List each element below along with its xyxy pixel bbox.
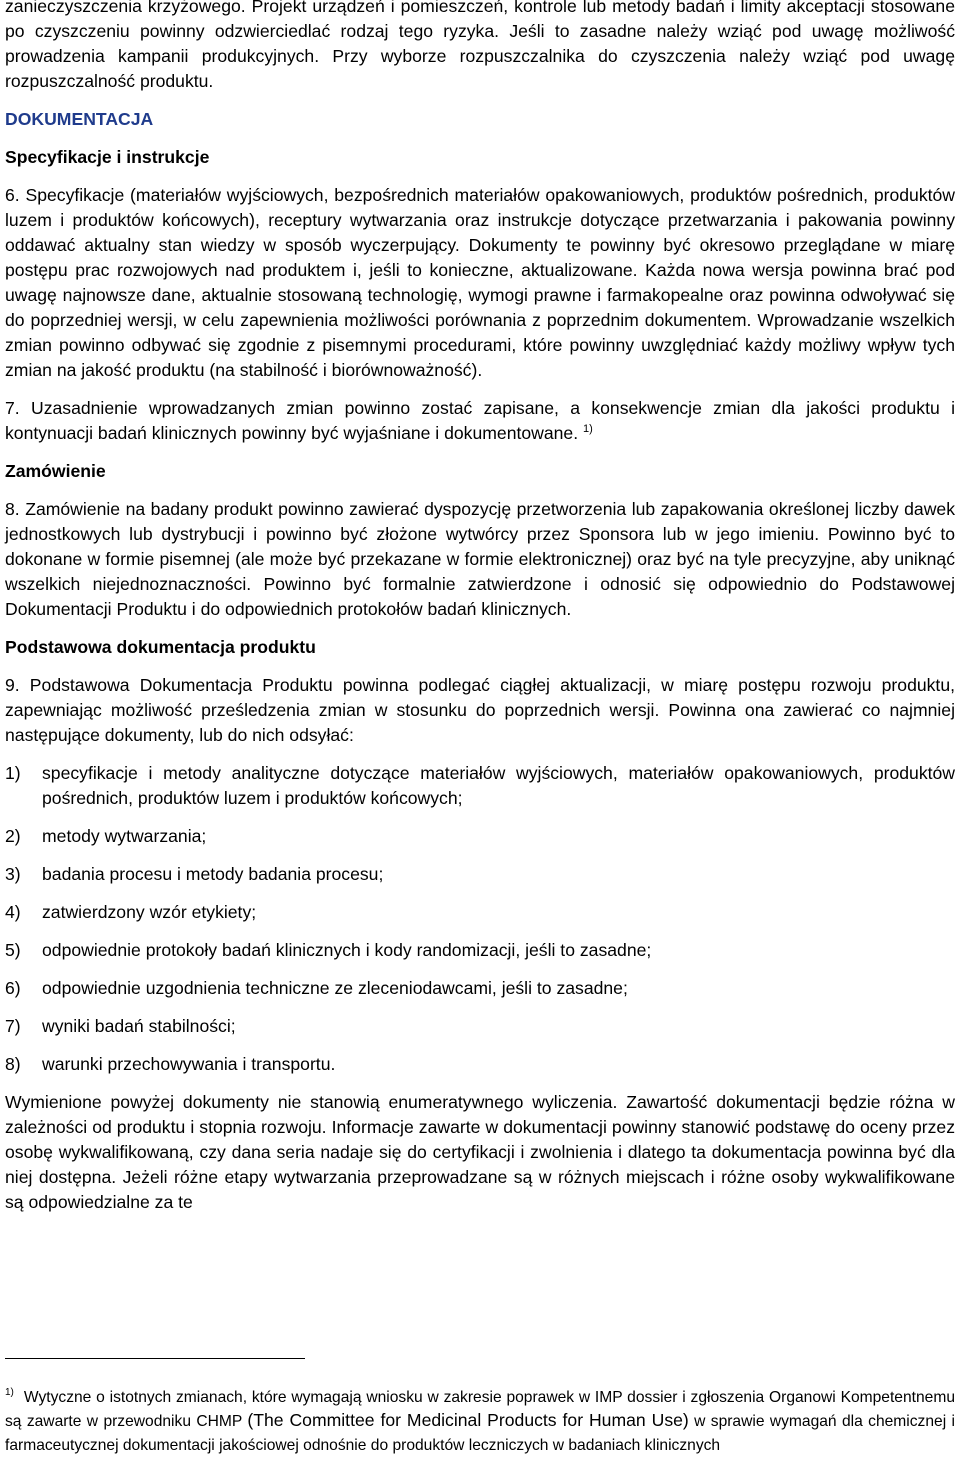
footnote-text-a: Wytyczne o istotnych zmianach, które wymagają wniosku w zakresie poprawek w IMP dossier i zgłoszenia Organowi Kompetentnemu są zawarte w przewodniku CHMP [5, 1388, 955, 1431]
paragraph-7 [5, 396, 955, 446]
list-item-number: 6) [5, 978, 21, 998]
list-item-text: badania procesu i metody badania procesu; [42, 864, 384, 884]
list-item-number: 3) [5, 864, 21, 884]
paragraph-8: 8. Zamówienie na badany produkt powinno zawierać dyspozycję przetworzenia lub zapakowania określonej liczby dawek jednostkowych lub dystrybucji i powinno być złożone wytwórcy przez Sponsora lub w jego imieniu. Powinno być to dokonane w formie pisemnej (ale może być przekazane w formie elektronicznej) oraz być na tyle precyzyjne, aby uniknąć wszelkich niejednoznaczności. Powinno być formalnie zatwierdzone i odnosić się odpowiednio do Podstawowej Dokumentacji Produktu i do odpowiednich protokołów badań klinicznych. [5, 499, 955, 619]
footnote-text-c: w sprawie wymagań dla chemicznej i farmaceutycznej dokumentacji jakościowej odnośnie do produktów leczniczych w badaniach klinicznych [5, 1413, 955, 1454]
footnote [5, 1386, 955, 1458]
paragraph-6: 6. Specyfikacje (materiałów wyjściowych, bezpośrednich materiałów opakowaniowych, produktów pośrednich, produktów luzem i produktów końcowych), receptury wytwarzania oraz instrukcje dotyczące przetwarzania i pakowania powinny oddawać aktualny stan wiedzy w sposób wyczerpujący. Dokumenty te powinny być okresowo przeglądane w miarę postępu prac rozwojowych nad produktem i, jeśli to konieczne, aktualizowane. Każda nowa wersja powinna brać pod uwagę najnowsze dane, aktualnie stosowaną technologię, wymogi prawne i farmakopealne oraz powinna odwoływać się do poprzedniej wersji, w celu zapewnienia możliwości porównania z poprzednim dokumentem. Wprowadzanie wszelkich zmian powinno odbywać się zgodnie z pisemnymi procedurami, które powinny uwzględniać każdy możliwy wpływ tych zmian na jakość produktu (na stabilność i biorównoważność). [5, 185, 955, 380]
list-item [5, 1052, 955, 1077]
document-page [5, 0, 955, 1215]
list-item-text: warunki przechowywania i transportu. [42, 1054, 336, 1074]
footnote-ref: 1) [583, 423, 593, 436]
intro-paragraph: zanieczyszczenia krzyżowego. Projekt urządzeń i pomieszczeń, kontrole lub metody badań i limity akceptacji stosowane po czyszczeniu powinny odzwierciedlać rodzaj tego ryzyka. Jeśli to zasadne należy wziąć pod uwagę możliwość prowadzenia kampanii produkcyjnych. Przy wyborze rozpuszczalnika do czyszczenia należy wziąć pod uwagę rozpuszczalność produktu. [5, 0, 955, 91]
list-item-text: metody wytwarzania; [42, 826, 207, 846]
spec-heading: Specyfikacje i instrukcje [5, 147, 210, 167]
list-item-text: odpowiednie protokoły badań klinicznych i kody randomizacji, jeśli to zasadne; [42, 940, 652, 960]
list-item [5, 900, 955, 925]
document-list [5, 761, 955, 1077]
footnote-mark: 1) [5, 1387, 14, 1399]
list-item-text: zatwierdzony wzór etykiety; [42, 902, 257, 922]
list-item-text: wyniki badań stabilności; [42, 1016, 236, 1036]
list-item [5, 976, 955, 1001]
paragraph-7-text: 7. Uzasadnienie wprowadzanych zmian powinno zostać zapisane, a konsekwencje zmian dla jakości produktu i kontynuacji badań klinicznych powinny być wyjaśniane i dokumentowane. [5, 398, 955, 443]
list-item [5, 824, 955, 849]
list-item-text: odpowiednie uzgodnienia techniczne ze zleceniodawcami, jeśli to zasadne; [42, 978, 628, 998]
list-item-number: 7) [5, 1016, 21, 1036]
list-item [5, 761, 955, 811]
list-item-text: specyfikacje i metody analityczne dotyczące materiałów wyjściowych, materiałów opakowaniowych, produktów pośrednich, produktów luzem i produktów końcowych; [42, 763, 955, 808]
list-item-number: 1) [5, 763, 21, 783]
closing-paragraph: Wymienione powyżej dokumenty nie stanowią enumeratywnego wyliczenia. Zawartość dokumentacji będzie różna w zależności od produktu i stopnia rozwoju. Informacje zawarte w dokumentacji powinny stanowić podstawę do oceny przez osobę wykwalifikowaną, czy dana seria nadaje się do certyfikacji i zwolnienia i dlatego ta dokumentacja powinna być dla niej dostępna. Jeżeli różne etapy wytwarzania przeprowadzane są w różnych miejscach i różne osoby wykwalifikowane są odpowiedzialne za te [5, 1092, 955, 1212]
list-item [5, 1014, 955, 1039]
section-title: DOKUMENTACJA [5, 109, 154, 129]
list-item-number: 2) [5, 826, 21, 846]
list-item [5, 938, 955, 963]
footnote-divider [5, 1358, 305, 1359]
footnote-text-b: (The Committee for Medicinal Products for Human Use) [247, 1410, 689, 1431]
list-item-number: 8) [5, 1054, 21, 1074]
list-item-number: 5) [5, 940, 21, 960]
paragraph-9: 9. Podstawowa Dokumentacja Produktu powinna podlegać ciągłej aktualizacji, w miarę postępu rozwoju produktu, zapewniając możliwość prześledzenia zmian w stosunku do poprzednich wersji. Powinna ona zawierać co najmniej następujące dokumenty, lub do nich odsyłać: [5, 675, 955, 745]
pdp-heading: Podstawowa dokumentacja produktu [5, 637, 316, 657]
list-item [5, 862, 955, 887]
order-heading: Zamówienie [5, 461, 106, 481]
list-item-number: 4) [5, 902, 21, 922]
